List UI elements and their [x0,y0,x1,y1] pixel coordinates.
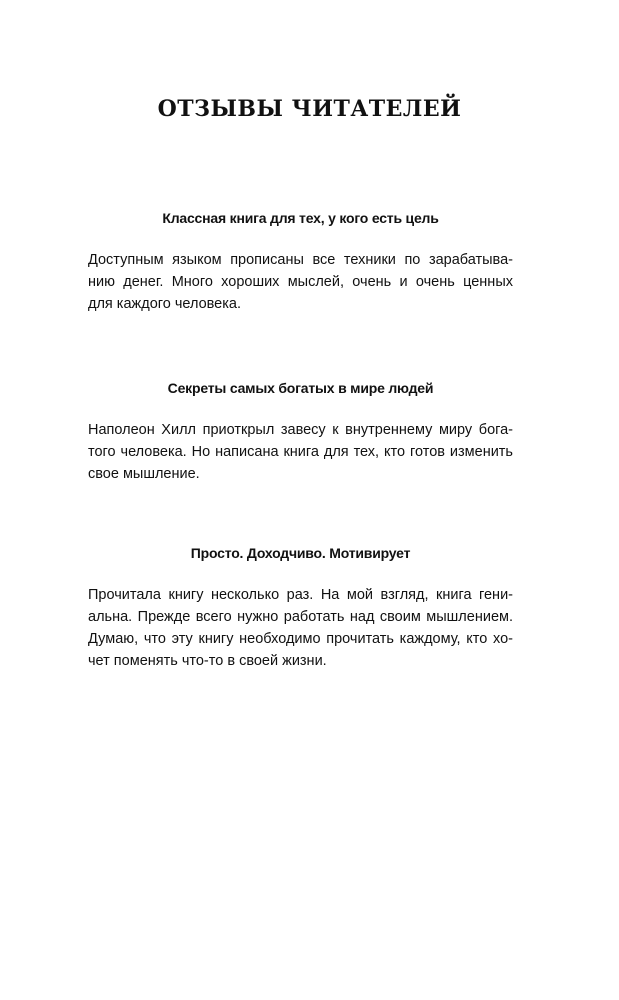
review-text-line: свое мышление. [88,466,200,482]
review-text-line: для каждого человека. [88,296,242,312]
review-text [88,419,513,485]
review-text-line: Прочитала книгу несколько раз. На мой взгляд, книга гени- [88,587,513,603]
review-text-line: Думаю, что эту книгу необходимо прочитать каждому, кто хо- [88,631,513,647]
review-heading: Просто. Доходчиво. Мотивирует [190,545,411,561]
review-text-line: Доступным языком прописаны все техники по зарабатыва- [88,252,513,268]
review-text-line: чет поменять что-то в своей жизни. [88,653,327,669]
review-1 [88,209,513,315]
review-heading: Секреты самых богатых в мире людей [167,380,434,396]
review-text [88,584,513,672]
review-text-line: Наполеон Хилл приоткрыл завесу к внутреннему миру бога- [88,422,513,438]
review-2 [88,379,513,485]
review-text-line: альна. Прежде всего нужно работать над своим мышлением. [88,609,513,625]
review-3 [88,544,513,672]
page-title: ОТЗЫВЫ ЧИТАТЕЛЕЙ [157,96,462,122]
review-heading: Классная книга для тех, у кого есть цель [162,210,439,226]
review-text-line: нию денег. Много хороших мыслей, очень и очень ценных [88,274,513,290]
review-text-line: того человека. Но написана книга для тех, кто готов изменить [88,444,513,460]
review-text [88,249,513,315]
